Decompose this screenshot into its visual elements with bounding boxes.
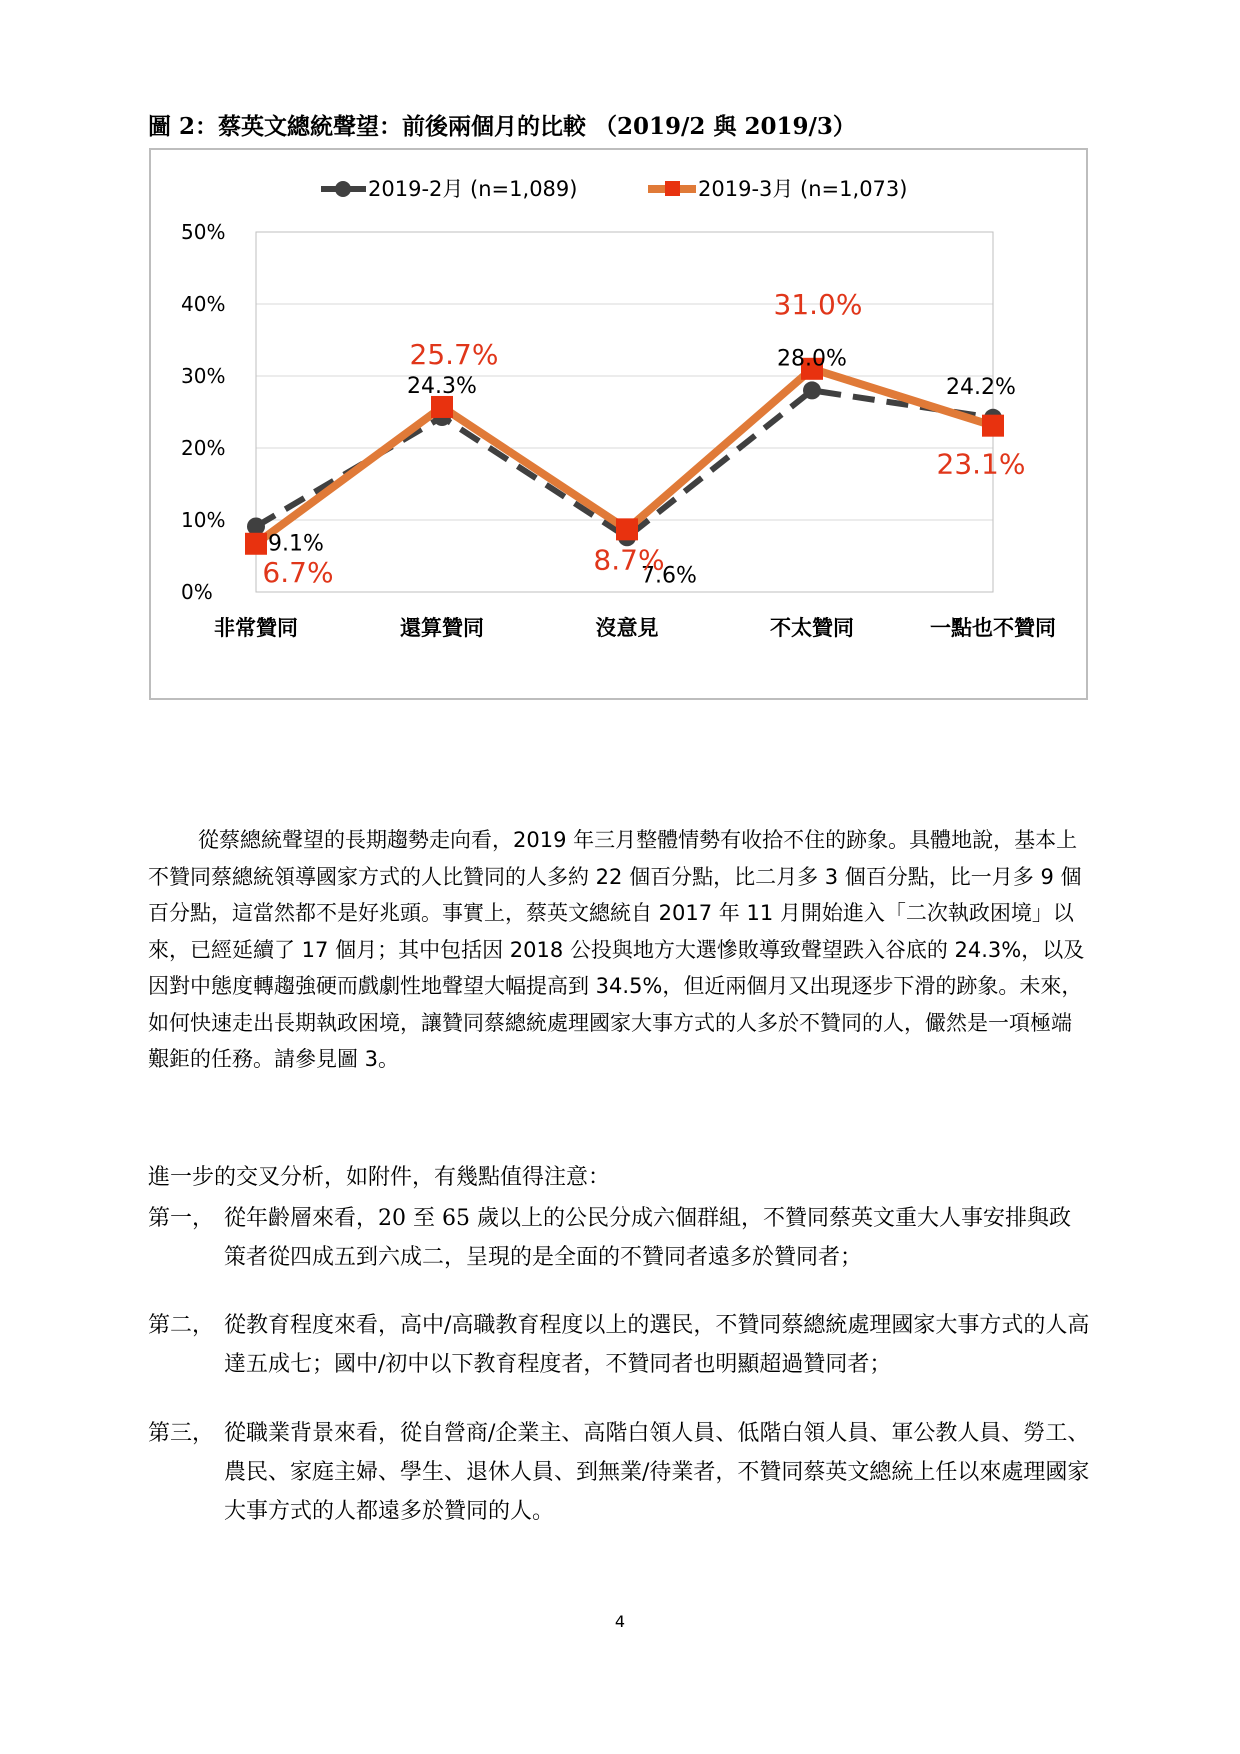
data-label-mar: 23.1% [936, 447, 1026, 481]
point-label: 第二， [148, 1313, 215, 1338]
x-tick-label: 還算贊同 [400, 616, 484, 640]
y-tick-label: 30% [181, 364, 226, 388]
point-text: 從職業背景來看，從自營商/企業主、高階白領人員、低階白領人員、軍公教人員、勞工、農民、家庭主婦、學生、退休人員、到無業/待業者，不贊同蔡英文總統上任以來處理國家大事方式的人都遠多於贊同的人。 [224, 1421, 1090, 1524]
chart-frame [149, 148, 1088, 700]
legend-label-feb: 2019-2月 (n=1,089) [368, 177, 578, 201]
x-tick-label: 不太贊同 [770, 616, 854, 640]
x-tick-label: 沒意見 [595, 616, 659, 640]
legend-marker-feb [335, 181, 351, 197]
line-chart [151, 150, 1086, 698]
marker-feb [803, 381, 821, 399]
marker-mar [245, 533, 267, 555]
data-label-feb: 9.1% [268, 531, 324, 557]
paragraph-trend-analysis: 從蔡總統聲望的長期趨勢走向看，2019 年三月整體情勢有收拾不住的跡象。具體地說，基本上不贊同蔡總統領導國家方式的人比贊同的人多約 22 個百分點，比二月多 3 個百分點，比一月多 9 個百分點，這當然都不是好兆頭。事實上，蔡英文總統自 2017 年 11 月開始進入「二次執政困境」以來，已經延續了 17 個月；其中包括因 2018 公投與地方大選慘敗導致聲望跌入谷底的 24.3%，以及因對中態度轉趨強硬而戲劇性地聲望大幅提高到 34.5%，但近兩個月又出現逐步下滑的跡象。未來，如何快速走出長期執政困境，讓贊同蔡總統處理國家大事方式的人多於不贊同的人，儼然是一項極端艱鉅的任務。請參見圖 3。 [148, 828, 1085, 1071]
marker-mar [616, 518, 638, 540]
point-label: 第一， [148, 1206, 215, 1231]
y-tick-label: 20% [181, 436, 226, 460]
y-tick-label: 50% [181, 220, 226, 244]
series-line-mar [256, 369, 993, 544]
point-occupation [148, 1414, 1092, 1531]
marker-mar [982, 415, 1004, 437]
y-tick-label: 10% [181, 508, 226, 532]
data-label-mar: 25.7% [409, 337, 499, 371]
x-tick-label: 一點也不贊同 [930, 616, 1056, 640]
data-label-feb: 7.6% [641, 563, 697, 589]
point-education [148, 1306, 1092, 1384]
y-tick-label: 40% [181, 292, 226, 316]
data-label-feb: 24.3% [407, 374, 477, 400]
data-label-mar: 31.0% [773, 287, 863, 321]
point-text: 從教育程度來看，高中/高職教育程度以上的選民，不贊同蔡總統處理國家大事方式的人高達五成七；國中/初中以下教育程度者，不贊同者也明顯超過贊同者； [224, 1313, 1090, 1377]
data-label-mar: 8.7% [593, 543, 665, 577]
point-text: 從年齡層來看，20 至 65 歲以上的公民分成六個群組，不贊同蔡英文重大人事安排與政策者從四成五到六成二，呈現的是全面的不贊同者遠多於贊同者； [224, 1206, 1071, 1270]
point-age [148, 1199, 1092, 1277]
data-label-mar: 6.7% [262, 555, 334, 589]
page-number: 4 [614, 1612, 626, 1631]
figure-title: 圖 2：蔡英文總統聲望：前後兩個月的比較 （2019/2 與 2019/3） [148, 113, 856, 140]
analysis-lead-line: 進一步的交叉分析，如附件，有幾點值得注意： [148, 1165, 611, 1190]
x-tick-label: 非常贊同 [214, 616, 298, 640]
legend-label-mar: 2019-3月 (n=1,073) [698, 177, 908, 201]
point-label: 第三， [148, 1421, 215, 1446]
data-label-feb: 24.2% [946, 374, 1016, 400]
data-label-feb: 28.0% [777, 346, 847, 372]
y-tick-label: 0% [181, 580, 213, 604]
marker-mar [431, 396, 453, 418]
legend-marker-mar [665, 181, 680, 196]
